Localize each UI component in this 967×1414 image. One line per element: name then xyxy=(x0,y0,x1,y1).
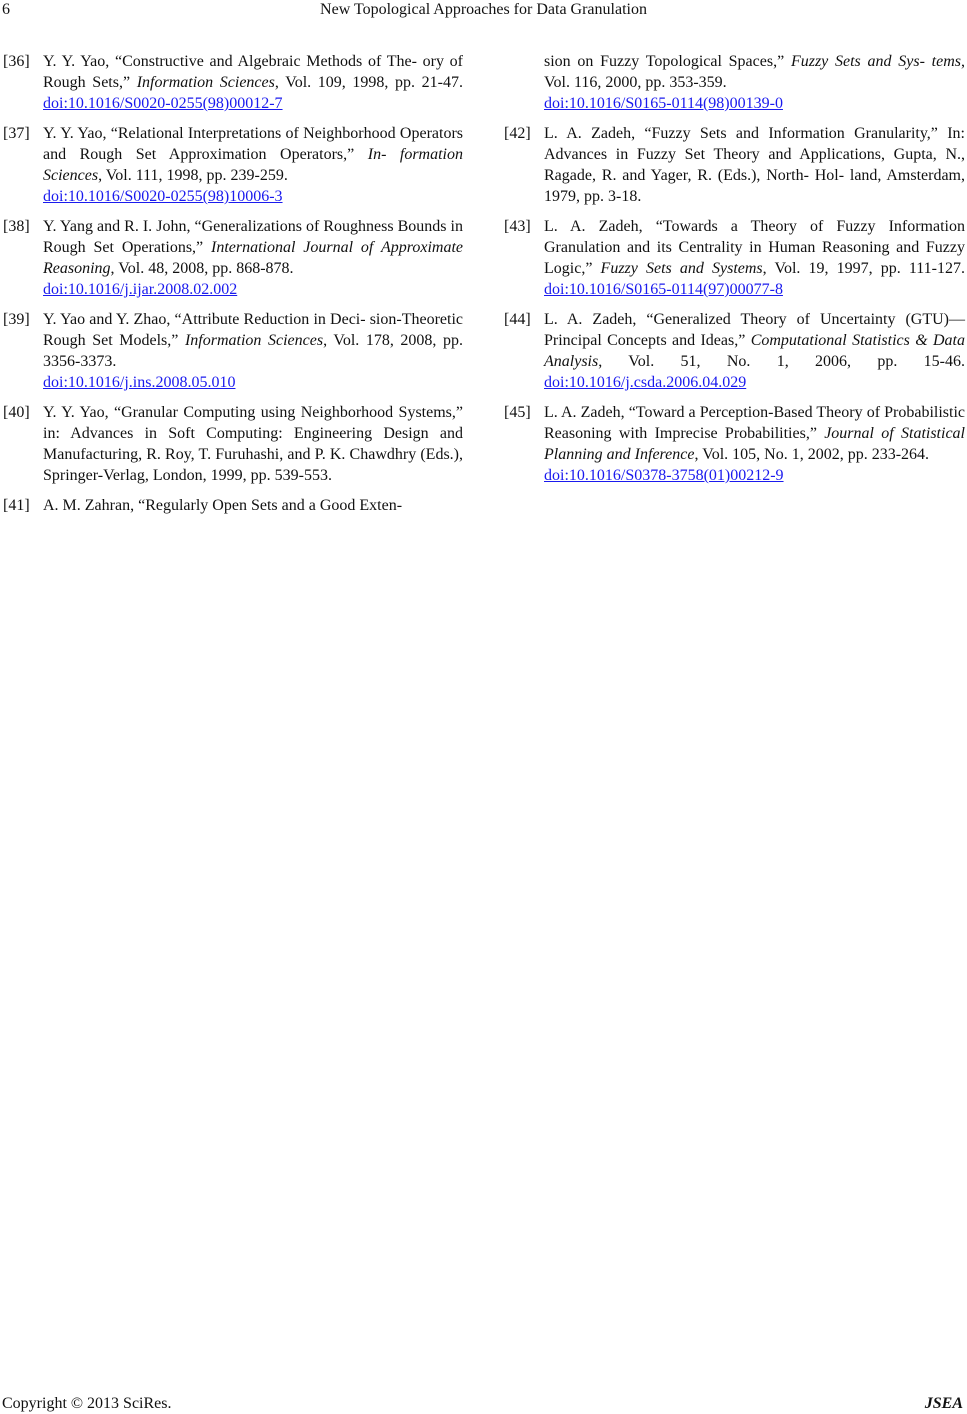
reference-journal: Information Sciences xyxy=(184,332,324,349)
running-title: New Topological Approaches for Data Granulation xyxy=(320,1,647,18)
reference-38 xyxy=(3,216,463,300)
references-column-right xyxy=(504,51,965,495)
reference-authors-title: L. A. Zadeh, “Toward a Perception-Based Theory of Probabilistic Reasoning with Imprecise Probabilities,” xyxy=(544,404,965,442)
reference-authors-title: Y. Yang and R. I. John, “Generalizations of Roughness Bounds in Rough Set Operations,” xyxy=(43,218,463,256)
reference-text xyxy=(43,309,463,393)
reference-45 xyxy=(504,402,965,486)
reference-authors-title: Y. Y. Yao, “Constructive and Algebraic Methods of The- ory of Rough Sets,” xyxy=(43,53,463,91)
reference-text xyxy=(544,309,965,393)
reference-41 xyxy=(3,495,463,516)
doi-link[interactable]: doi:10.1016/S0378-3758(01)00212-9 xyxy=(544,467,784,484)
reference-number: [36] xyxy=(3,53,30,70)
doi-link[interactable]: doi:10.1016/S0020-0255(98)10006-3 xyxy=(43,188,283,205)
reference-number: [41] xyxy=(3,497,30,514)
reference-text xyxy=(544,402,965,486)
reference-details: , Vol. 116, 2000, pp. 353-359. xyxy=(544,53,965,91)
reference-number: [42] xyxy=(504,125,531,142)
reference-37 xyxy=(3,123,463,207)
page-number: 6 xyxy=(2,1,10,18)
reference-details: , Vol. 109, 1998, pp. 21-47. xyxy=(274,74,463,91)
doi-link[interactable]: doi:10.1016/j.ins.2008.05.010 xyxy=(43,374,236,391)
reference-text: A. M. Zahran, “Regularly Open Sets and a Good Exten- xyxy=(43,497,403,514)
reference-42 xyxy=(504,123,965,207)
reference-text: Y. Y. Yao, “Granular Computing using Neighborhood Systems,” in: Advances in Soft Computing: Engineering Design and Manufacturing, R. Roy, T. Furuhashi, and P. K. Chawdhry (Eds.), Springer-Verlag, London, 1999, pp. 539-553. xyxy=(43,404,463,484)
reference-44 xyxy=(504,309,965,393)
journal-abbreviation: JSEA xyxy=(924,1395,963,1412)
reference-text: L. A. Zadeh, “Fuzzy Sets and Information Granularity,” In: Advances in Fuzzy Set Theory and Applications, Gupta, N., Ragade, R. and Yager, R. (Eds.), North- Hol- land, Amsterdam, 1979, pp. 3-18. xyxy=(544,125,965,205)
reference-details: , Vol. 51, No. 1, 2006, pp. 15-46. xyxy=(598,353,965,370)
reference-text xyxy=(544,51,965,114)
reference-journal: International Journal of Approximate Reasoning xyxy=(43,239,463,277)
reference-journal: In- formation Sciences xyxy=(43,146,463,184)
reference-journal: Fuzzy Sets and Systems xyxy=(600,260,763,277)
reference-journal: Computational Statistics & Data Analysis xyxy=(544,332,966,370)
reference-journal: Journal of Statistical Planning and Inference xyxy=(544,425,965,463)
reference-details: , Vol. 19, 1997, pp. 111-127. xyxy=(762,260,966,277)
reference-details: , Vol. 48, 2008, pp. 868-878. xyxy=(110,260,294,277)
reference-journal: Information Sciences xyxy=(136,74,275,91)
doi-link[interactable]: doi:10.1016/S0165-0114(97)00077-8 xyxy=(544,281,783,298)
doi-link[interactable]: doi:10.1016/S0020-0255(98)00012-7 xyxy=(43,95,283,112)
reference-number: [38] xyxy=(3,218,30,235)
reference-40 xyxy=(3,402,463,486)
reference-number: [37] xyxy=(3,125,30,142)
reference-text xyxy=(43,216,463,300)
doi-link[interactable]: doi:10.1016/j.ijar.2008.02.002 xyxy=(43,281,238,298)
references-column-left xyxy=(3,51,463,525)
reference-text xyxy=(43,123,463,207)
doi-link[interactable]: doi:10.1016/j.csda.2006.04.029 xyxy=(544,374,747,391)
reference-details: , Vol. 178, 2008, pp. 3356-3373. xyxy=(43,332,464,370)
reference-43 xyxy=(504,216,965,300)
reference-number: [40] xyxy=(3,404,30,421)
reference-authors-title: Y. Yao and Y. Zhao, “Attribute Reduction in Deci- sion-Theoretic Rough Set Models,” xyxy=(43,311,463,349)
reference-details: , Vol. 105, No. 1, 2002, pp. 233-264. xyxy=(694,446,930,463)
reference-41-continued xyxy=(504,51,965,114)
reference-number: [45] xyxy=(504,404,531,421)
reference-39 xyxy=(3,309,463,393)
reference-text xyxy=(544,216,965,300)
reference-number: [43] xyxy=(504,218,531,235)
reference-title-continued: sion on Fuzzy Topological Spaces,” xyxy=(544,53,791,70)
reference-text xyxy=(43,51,463,114)
copyright-notice: Copyright © 2013 SciRes. xyxy=(2,1395,172,1412)
reference-details: , Vol. 111, 1998, pp. 239-259. xyxy=(98,167,288,184)
reference-journal: Fuzzy Sets and Sys- tems xyxy=(790,53,961,70)
reference-authors-title: L. A. Zadeh, “Generalized Theory of Uncertainty (GTU)— Principal Concepts and Ideas,” xyxy=(544,311,965,349)
reference-authors-title: L. A. Zadeh, “Towards a Theory of Fuzzy Information Granulation and its Centrality in Human Reasoning and Fuzzy Logic,” xyxy=(544,218,965,277)
reference-36 xyxy=(3,51,463,114)
reference-number: [44] xyxy=(504,311,531,328)
reference-authors-title: Y. Y. Yao, “Relational Interpretations of Neighborhood Operators and Rough Set Approximation Operators,” xyxy=(43,125,463,163)
doi-link[interactable]: doi:10.1016/S0165-0114(98)00139-0 xyxy=(544,95,783,112)
reference-number: [39] xyxy=(3,311,30,328)
